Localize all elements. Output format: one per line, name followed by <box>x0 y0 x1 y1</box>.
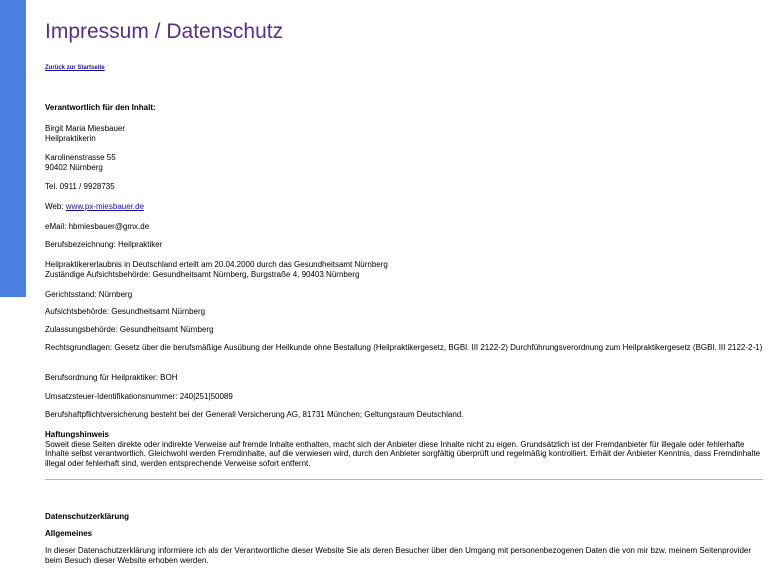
left-accent-bar <box>0 0 26 297</box>
street-address: Karolinenstrasse 55 <box>45 153 116 162</box>
liability-text: Soweit diese Seiten direkte oder indirekte Verweise auf fremde Inhalte enthalten, macht sich der Anbieter diese Inhalte nicht zu eigen. Grundsätzlich ist der Fremdanbieter für illegale oder fehlerhafte Inhalte selbst verantwortlich. Gleichwohl werden Fremdinhalte, auf die verwiesen wird, durch den Anbieter sorgfältig überprüft und regelmäßig kontrolliert. Erhält der Anbieter Kenntnis, dass Fremdinhalte illegal oder fehlerhaft sind, werden entsprechende Verweise sofort entfernt. <box>45 439 761 468</box>
section-divider <box>45 479 763 480</box>
owner-profession: Heilpraktikerin <box>45 133 96 143</box>
court-info: Gerichtsstand: Nürnberg <box>45 290 133 299</box>
admission-info: Zulassungsbehörde: Gesundheitsamt Nürnberg <box>45 325 214 334</box>
license-info: Heilpraktikererlaubnis in Deutschland erteilt am 20.04.2000 durch das Gesundheitsamt Nürnberg <box>45 260 388 269</box>
responsible-heading: Verantwortlich für den Inhalt: <box>45 103 156 112</box>
liability-section <box>45 430 763 468</box>
owner-block <box>45 124 763 143</box>
email-address: eMail: hbmiesbauer@gmx.de <box>45 222 150 231</box>
website-link[interactable]: www.px-miesbauer.de <box>65 202 145 211</box>
address-block <box>45 153 763 172</box>
job-title: Berufsbezeichnung: Heilpraktiker <box>45 240 163 249</box>
phone-number: Tel. 0911 / 9928735 <box>45 182 115 191</box>
authority-info: Zuständige Aufsichtsbehörde: Gesundheitsamt Nürnberg, Burgstraße 4, 90403 Nürnberg <box>45 269 360 279</box>
liability-heading: Haftungshinweis <box>45 430 110 439</box>
owner-name: Birgit Maria Miesbauer <box>45 124 126 133</box>
legal-basis: Rechtsgrundlagen: Gesetz über die berufsmäßige Ausübung der Heilkunde ohne Bestallung (Heilpraktikergesetz, BGBl. III 2122-2) Durchführungsverordnung zum Heilpraktikergesetz (BGBl. III 2122-2-1) <box>45 343 763 352</box>
privacy-subheading: Allgemeines <box>45 529 93 538</box>
privacy-heading: Datenschutzerklärung <box>45 512 130 521</box>
website-label: Web: <box>45 202 64 211</box>
city-address: 90402 Nürnberg <box>45 162 103 172</box>
back-to-home-link[interactable]: Zurück zur Startseite <box>45 65 105 71</box>
website-line <box>45 202 763 212</box>
vat-id: Umsatzsteuer-Identifikationsnummer: 240|251|50089 <box>45 392 233 401</box>
supervisory-info: Aufsichtsbehörde: Gesundheitsamt Nürnberg <box>45 307 206 316</box>
page-title: Impressum / Datenschutz <box>45 20 284 43</box>
professional-code: Berufsordnung für Heilpraktiker: BOH <box>45 373 178 382</box>
license-block <box>45 260 763 279</box>
insurance-info: Berufshaftpflichtversicherung besteht bei der Generali Versicherung AG, 81731 München; Geltungsraum Deutschland. <box>45 410 464 419</box>
privacy-text: In dieser Datenschutzerklärung informiere ich als der Verantwortliche dieser Website Sie als deren Besucher über den Umgang mit personenbezogenen Daten die von mir bzw. meinem Seitenprovider beim Besuch dieser Website erhoben werden. <box>45 546 752 565</box>
